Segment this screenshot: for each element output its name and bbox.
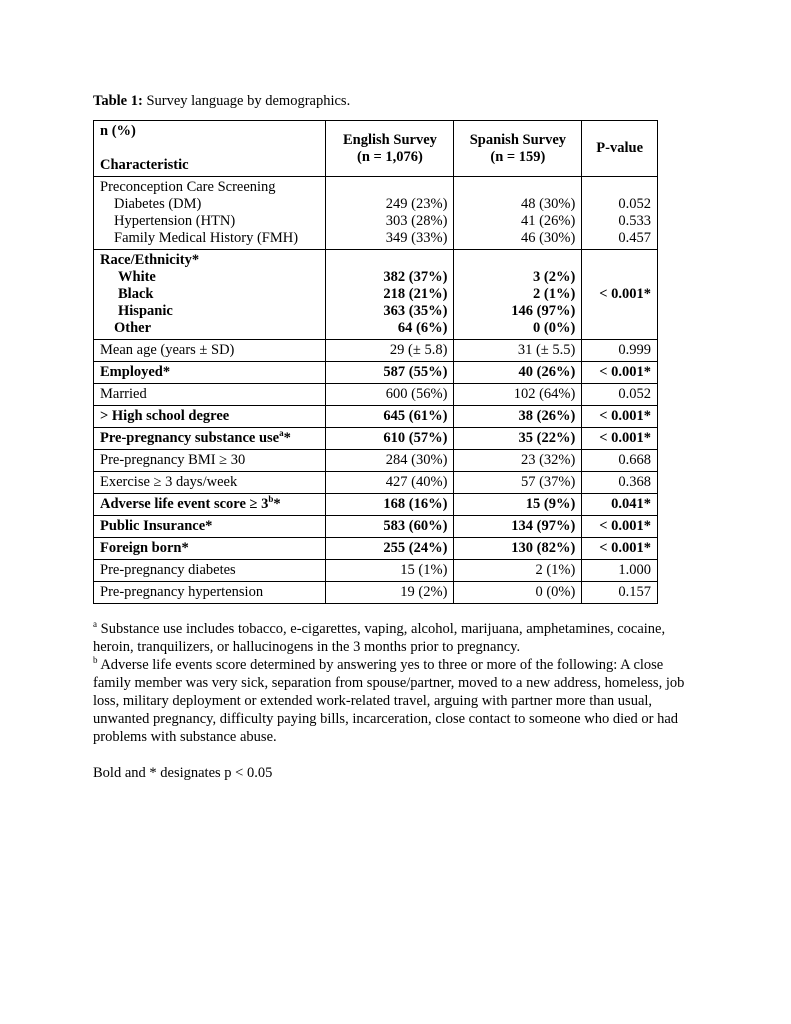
- preconception-item-label: Hypertension (HTN): [114, 213, 236, 229]
- race-spanish-cell: [454, 250, 582, 340]
- caption-label: Table 1:: [93, 93, 143, 109]
- row-p-value: < 0.001*: [582, 362, 658, 384]
- race-english-value: 64 (6%): [397, 320, 448, 336]
- row-english-value: 427 (40%): [326, 472, 454, 494]
- row-spanish-value: 23 (32%): [454, 450, 582, 472]
- race-item-label: Black: [118, 286, 154, 302]
- row-label: > High school degree: [94, 406, 326, 428]
- race-item-label: White: [118, 269, 156, 285]
- row-label: Exercise ≥ 3 days/week: [94, 472, 326, 494]
- demographics-table: [93, 120, 658, 604]
- preconception-spanish-value: 48 (30%): [520, 196, 576, 212]
- table-row: [94, 340, 658, 362]
- race-spanish-value: 2 (1%): [533, 286, 576, 302]
- row-english-value: 19 (2%): [326, 582, 454, 604]
- table-row: [94, 560, 658, 582]
- footnote-b-text: Adverse life events score determined by answering yes to three or more of the following: A close family member was very sick, separation from spouse/partner, moved to a new address, homeless, job loss, military deployment or extended work-related travel, arguing with partner more than usual, unwanted pregnancy, difficulty paying bills, incarceration, close contact to someone who died or had problems with substance abuse.: [93, 657, 685, 745]
- row-label: Pre-pregnancy substance use$^a$*: [94, 428, 326, 450]
- table-header-row: [94, 121, 658, 177]
- caption-text: Survey language by demographics.: [142, 93, 351, 109]
- header-spanish-label: Spanish Survey: [469, 131, 567, 148]
- row-english-value: 645 (61%): [326, 406, 454, 428]
- preconception-p-value: 0.457: [618, 230, 651, 246]
- table-row: [94, 362, 658, 384]
- table-row: [94, 582, 658, 604]
- row-p-value: 0.041*: [582, 494, 658, 516]
- footnote-b-mark: b: [93, 655, 98, 666]
- race-p-value: < 0.001*: [582, 250, 658, 340]
- race-title: Race/Ethnicity*: [100, 252, 200, 268]
- preconception-p-value: 0.052: [618, 196, 651, 212]
- row-spanish-value: 38 (26%): [454, 406, 582, 428]
- preconception-english-value: 249 (23%): [385, 196, 448, 212]
- race-label-cell: [94, 250, 326, 340]
- race-english-cell: [326, 250, 454, 340]
- table-row: [94, 406, 658, 428]
- race-english-value: 382 (37%): [383, 269, 448, 285]
- row-p-value: 0.368: [582, 472, 658, 494]
- row-p-value: 0.668: [582, 450, 658, 472]
- preconception-group-row: [94, 177, 658, 250]
- row-p-value: 0.999: [582, 340, 658, 362]
- table-row: [94, 428, 658, 450]
- footnote-a-text: Substance use includes tobacco, e-cigarettes, vaping, alcohol, marijuana, amphetamines, cocaine, heroin, tranquilizers, or hallucinogens in the 3 months prior to pregnancy.: [93, 621, 666, 655]
- preconception-title: Preconception Care Screening: [100, 179, 276, 195]
- row-p-value: < 0.001*: [582, 538, 658, 560]
- row-english-value: 29 (± 5.8): [326, 340, 454, 362]
- row-label: Pre-pregnancy diabetes: [94, 560, 326, 582]
- race-spanish-value: 3 (2%): [533, 269, 576, 285]
- race-english-value: 218 (21%): [383, 286, 448, 302]
- preconception-english-value: 349 (33%): [385, 230, 448, 246]
- header-english-label: English Survey: [343, 131, 437, 148]
- header-characteristic-cell: [94, 121, 326, 177]
- row-spanish-value: 134 (97%): [454, 516, 582, 538]
- row-p-value: 0.052: [582, 384, 658, 406]
- preconception-label-cell: [94, 177, 326, 250]
- row-spanish-value: 0 (0%): [454, 582, 582, 604]
- table-row: [94, 472, 658, 494]
- race-group-row: [94, 250, 658, 340]
- race-spanish-value: 146 (97%): [511, 303, 576, 319]
- row-english-value: 168 (16%): [326, 494, 454, 516]
- row-spanish-value: 130 (82%): [454, 538, 582, 560]
- row-p-value: < 0.001*: [582, 428, 658, 450]
- race-item-label: Other: [114, 320, 152, 336]
- row-spanish-value: 15 (9%): [454, 494, 582, 516]
- header-spanish: [454, 121, 582, 177]
- row-english-value: 583 (60%): [326, 516, 454, 538]
- footnote-a: [93, 620, 688, 656]
- race-spanish-value: 0 (0%): [533, 320, 576, 336]
- footnotes: [93, 620, 688, 782]
- preconception-item-label: Diabetes (DM): [114, 196, 202, 212]
- table-row: [94, 450, 658, 472]
- table-caption: [93, 93, 350, 110]
- simple-rows: [94, 340, 658, 604]
- row-label: Employed*: [94, 362, 326, 384]
- row-english-value: 284 (30%): [326, 450, 454, 472]
- row-label: Married: [94, 384, 326, 406]
- preconception-spanish-cell: [454, 177, 582, 250]
- preconception-p-value: 0.533: [618, 213, 651, 229]
- table-row: [94, 494, 658, 516]
- header-npct: n (%): [100, 123, 136, 139]
- row-label: Adverse life event score ≥ $3^b*$: [94, 494, 326, 516]
- row-english-value: 600 (56%): [326, 384, 454, 406]
- race-item-label: Hispanic: [118, 303, 173, 319]
- footnote-b: [93, 656, 688, 746]
- row-english-value: 587 (55%): [326, 362, 454, 384]
- row-spanish-value: 31 (± 5.5): [454, 340, 582, 362]
- row-p-value: < 0.001*: [582, 406, 658, 428]
- row-english-value: 15 (1%): [326, 560, 454, 582]
- footnote-a-mark: a: [93, 619, 97, 630]
- preconception-spanish-value: 46 (30%): [520, 230, 576, 246]
- row-label: Mean age (years ± SD): [94, 340, 326, 362]
- header-characteristic: Characteristic: [100, 157, 189, 173]
- row-p-value: 0.157: [582, 582, 658, 604]
- table-row: [94, 516, 658, 538]
- race-english-value: 363 (35%): [383, 303, 448, 319]
- preconception-english-cell: [326, 177, 454, 250]
- row-p-value: < 0.001*: [582, 516, 658, 538]
- row-spanish-value: 102 (64%): [454, 384, 582, 406]
- preconception-item-label: Family Medical History (FMH): [114, 230, 299, 246]
- row-label: Pre-pregnancy BMI ≥ 30: [94, 450, 326, 472]
- row-label: Public Insurance*: [94, 516, 326, 538]
- header-english-n: (n = 1,076): [357, 148, 423, 165]
- preconception-p-cell: [582, 177, 658, 250]
- table-row: [94, 384, 658, 406]
- row-english-value: 255 (24%): [326, 538, 454, 560]
- row-label: Pre-pregnancy hypertension: [94, 582, 326, 604]
- significance-note: Bold and * designates p < 0.05: [93, 765, 273, 781]
- table-row: [94, 538, 658, 560]
- row-p-value: 1.000: [582, 560, 658, 582]
- row-spanish-value: 2 (1%): [454, 560, 582, 582]
- row-label: Foreign born*: [94, 538, 326, 560]
- row-spanish-value: 40 (26%): [454, 362, 582, 384]
- preconception-spanish-value: 41 (26%): [520, 213, 576, 229]
- preconception-english-value: 303 (28%): [385, 213, 448, 229]
- row-spanish-value: 35 (22%): [454, 428, 582, 450]
- header-spanish-n: (n = 159): [490, 148, 546, 165]
- row-english-value: 610 (57%): [326, 428, 454, 450]
- row-spanish-value: 57 (37%): [454, 472, 582, 494]
- header-pvalue: P-value: [582, 121, 658, 177]
- header-english: [326, 121, 454, 177]
